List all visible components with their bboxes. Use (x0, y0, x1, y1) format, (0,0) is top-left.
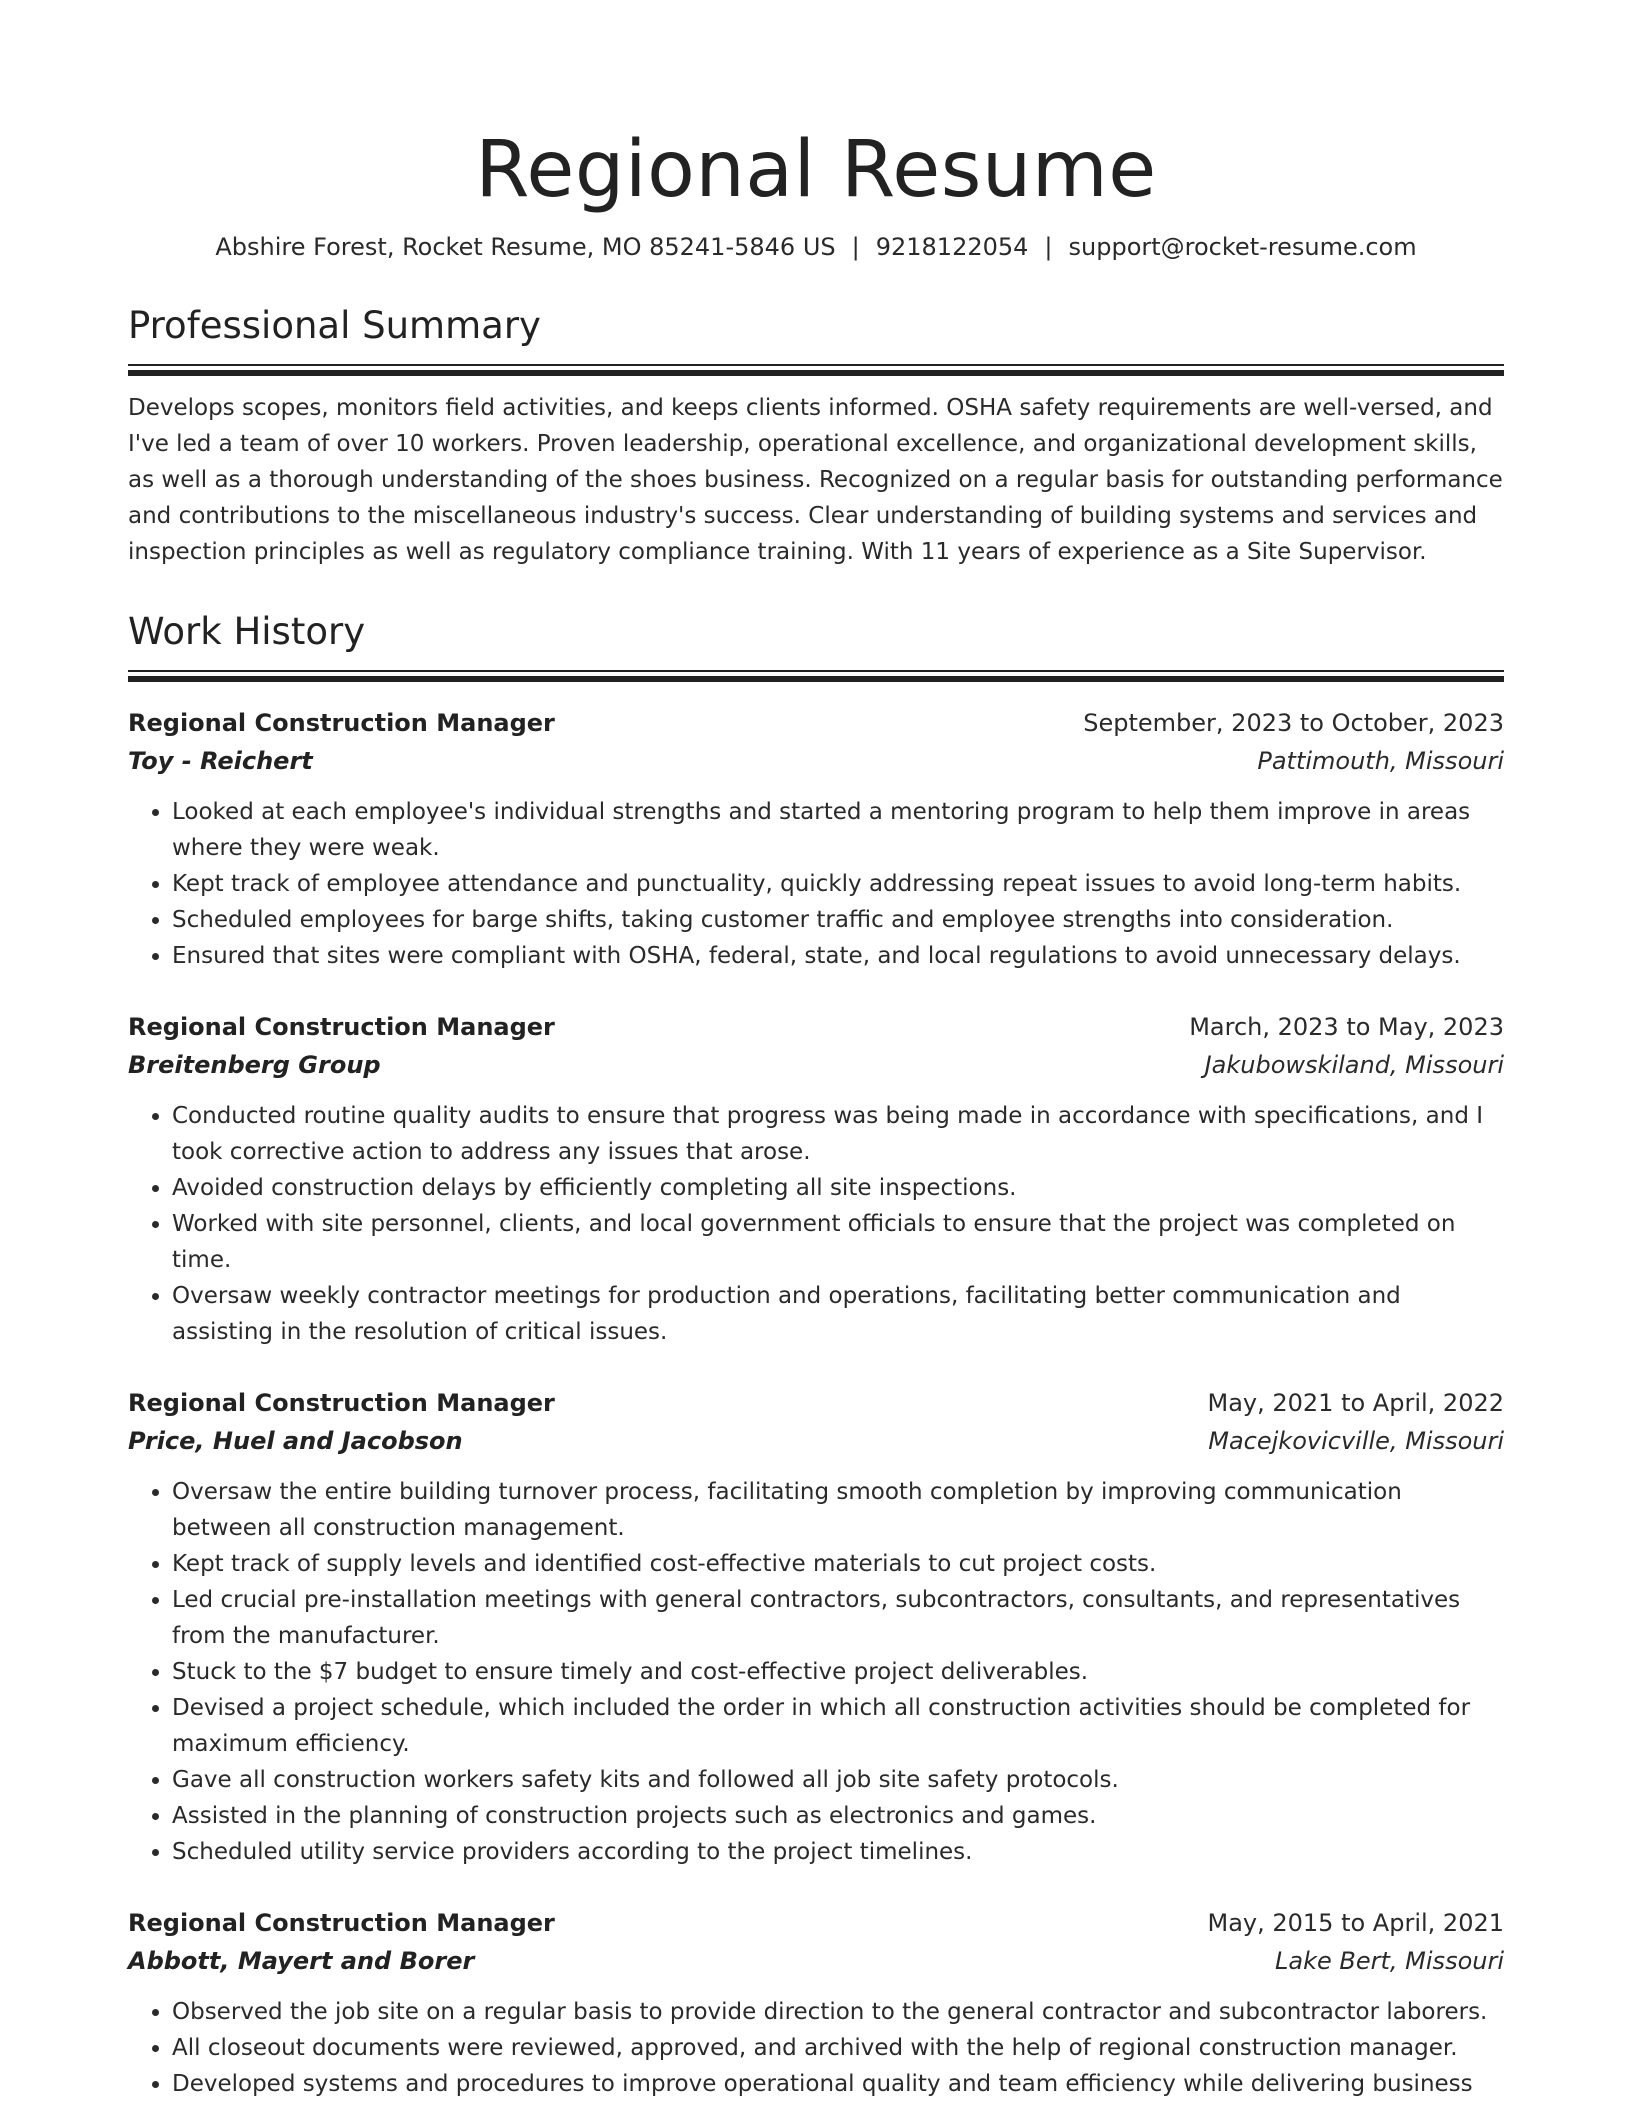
section-divider (128, 670, 1504, 682)
job-header-row (128, 1008, 1504, 1046)
job-company-row (128, 1422, 1504, 1460)
section-title-work-history: Work History (128, 610, 366, 653)
contact-phone: 9218122054 (875, 233, 1029, 261)
job-title: Regional Construction Manager (128, 709, 555, 737)
job-dates: May, 2021 to April, 2022 (1207, 1389, 1504, 1417)
job-entry (128, 1384, 1504, 1870)
summary-section (128, 302, 1504, 570)
contact-address: Abshire Forest, Rocket Resume, MO 85241-5846 US (215, 233, 836, 261)
job-entry (128, 704, 1504, 974)
contact-line (128, 230, 1504, 264)
section-divider (128, 364, 1504, 376)
job-location: Macejkovicville, Missouri (1208, 1427, 1504, 1455)
job-title: Regional Construction Manager (128, 1909, 555, 1937)
job-company: Breitenberg Group (128, 1051, 381, 1079)
job-dates: March, 2023 to May, 2023 (1189, 1013, 1504, 1041)
job-bullet: • Ensured that sites were compliant with OSHA, federal, state, and local regulations to avoid unnecessary delays. (172, 938, 1504, 974)
work-history-section (128, 608, 1504, 2102)
job-entry (128, 1008, 1504, 1350)
job-bullets (128, 794, 1504, 974)
job-location: Lake Bert, Missouri (1275, 1947, 1504, 1975)
job-bullet: • Kept track of employee attendance and punctuality, quickly addressing repeat issues to avoid long-term habits. (172, 866, 1504, 902)
job-bullet: • Stuck to the $7 budget to ensure timely and cost-effective project deliverables. (172, 1654, 1504, 1690)
resume-name: Regional Resume (475, 125, 1157, 215)
job-bullet: • Developed systems and procedures to improve operational quality and team efficiency while delivering business (172, 2066, 1504, 2102)
job-bullet: • Avoided construction delays by efficiently completing all site inspections. (172, 1170, 1504, 1206)
job-header-row (128, 704, 1504, 742)
job-bullet: • Oversaw the entire building turnover process, facilitating smooth completion by improving communication between all construction management. (172, 1474, 1504, 1546)
job-bullet: • All closeout documents were reviewed, approved, and archived with the help of regional construction manager. (172, 2030, 1504, 2066)
job-location: Pattimouth, Missouri (1257, 747, 1504, 775)
resume-page (128, 0, 1504, 2102)
job-company-row (128, 1046, 1504, 1084)
job-bullet: • Assisted in the planning of construction projects such as electronics and games. (172, 1798, 1504, 1834)
job-bullet: • Scheduled employees for barge shifts, taking customer traffic and employee strengths into consideration. (172, 902, 1504, 938)
job-bullets (128, 1474, 1504, 1870)
job-company-row (128, 742, 1504, 780)
job-header-row (128, 1384, 1504, 1422)
job-bullet: • Kept track of supply levels and identified cost-effective materials to cut project costs. (172, 1546, 1504, 1582)
job-bullet: • Devised a project schedule, which included the order in which all construction activities should be completed for maximum efficiency. (172, 1690, 1504, 1762)
job-bullet: • Led crucial pre-installation meetings with general contractors, subcontractors, consultants, and representatives from the manufacturer. (172, 1582, 1504, 1654)
section-title-summary: Professional Summary (128, 304, 541, 347)
job-company: Toy - Reichert (128, 747, 313, 775)
job-bullet: • Looked at each employee's individual strengths and started a mentoring program to help them improve in areas where they were weak. (172, 794, 1504, 866)
job-company: Abbott, Mayert and Borer (128, 1947, 475, 1975)
summary-text: Develops scopes, monitors field activities, and keeps clients informed. OSHA safety requirements are well-versed, and I've led a team of over 10 workers. Proven leadership, operational excellence, and organizational development skills, as well as a thorough understanding of the shoes business. Recognized on a regular basis for outstanding performance and contributions to the miscellaneous industry's success. Clear understanding of building systems and services and inspection principles as well as regulatory compliance training. With 11 years of experience as a Site Supervisor. (128, 395, 1503, 565)
job-header-row (128, 1904, 1504, 1942)
contact-separator: | (1044, 233, 1053, 261)
job-bullet: • Worked with site personnel, clients, and local government officials to ensure that the project was completed on time. (172, 1206, 1504, 1278)
contact-separator: | (851, 233, 860, 261)
job-bullets (128, 1994, 1504, 2102)
job-bullets (128, 1098, 1504, 1350)
job-title: Regional Construction Manager (128, 1013, 555, 1041)
job-bullet: • Conducted routine quality audits to ensure that progress was being made in accordance with specifications, and I took corrective action to address any issues that arose. (172, 1098, 1504, 1170)
job-dates: September, 2023 to October, 2023 (1083, 709, 1504, 737)
job-bullet: • Scheduled utility service providers according to the project timelines. (172, 1834, 1504, 1870)
job-title: Regional Construction Manager (128, 1389, 555, 1417)
contact-email: support@rocket-resume.com (1068, 233, 1417, 261)
job-bullet: • Observed the job site on a regular basis to provide direction to the general contractor and subcontractor laborers. (172, 1994, 1504, 2030)
job-company: Price, Huel and Jacobson (128, 1427, 463, 1455)
job-bullet: • Gave all construction workers safety kits and followed all job site safety protocols. (172, 1762, 1504, 1798)
job-entry (128, 1904, 1504, 2102)
job-bullet: • Oversaw weekly contractor meetings for production and operations, facilitating better communication and assisting in the resolution of critical issues. (172, 1278, 1504, 1350)
job-location: Jakubowskiland, Missouri (1204, 1051, 1504, 1079)
job-company-row (128, 1942, 1504, 1980)
job-dates: May, 2015 to April, 2021 (1207, 1909, 1504, 1937)
